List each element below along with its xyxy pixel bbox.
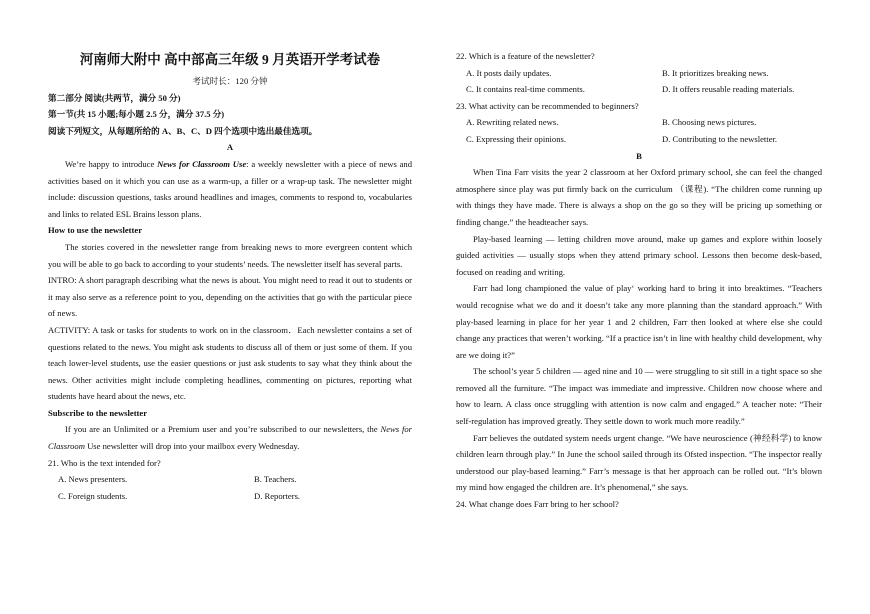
option-b: B. Choosing news pictures. (662, 117, 757, 128)
paragraph-text: : a weekly newsletter with a piece of news and activities based on it which you can use as a warm-up, a filler or a wrap-up task. The newsletter might include: discussion questions, tasks around headlines and images, comments to respond to, vocabularies and links to related ESL Brains lesson plans. (48, 158, 413, 219)
paragraph-text: If you are an Unlimited or a Premium user and you’re subscribed to our newsletters, the (65, 424, 381, 435)
paragraph (48, 156, 412, 222)
subheading-subscribe: Subscribe to the newsletter (48, 407, 148, 418)
paragraph-activity: ACTIVITY: A task or tasks for students to work on in the classroom．Each newsletter contains a set of questions related to the news. You might ask students to discuss all of them or just some of them. If you teach lower-level students, use the easier questions or just ask students to say what they think about the news. Other activities might include completing headlines, commenting on pictures, reporting what students have heard about the news, etc. (48, 324, 412, 402)
paragraph-text: Use newsletter will drop into your mailbox every Wednesday. (84, 441, 300, 452)
options-22 (456, 65, 822, 98)
paragraph: The stories covered in the newsletter range from breaking news to more evergreen content which you will be able to go back to according to your students’ needs. The newsletter itself has several parts. (48, 241, 412, 269)
exam-time: 考试时长：120 分钟 (192, 76, 268, 86)
subheading-use: How to use the newsletter (48, 225, 143, 236)
options-21 (48, 471, 412, 504)
passage-b-label: B (636, 150, 642, 161)
paragraph: Farr believes the outdated system needs urgent change. “We have neuroscience (神经科学) to know children learn through play.” In June the school sailed through its Ofsted inspection. “The inspector really understood our play-based learning.” Farr’s message is that her approach can be rolled out. “It’s blown my mind how engaged the children are. It’s phenomenal,” she says. (456, 432, 822, 493)
instruction: 阅读下列短文，从每题所给的 A、B、C、D 四个选项中选出最佳选项。 (48, 125, 318, 136)
option-d: D. It offers reusable reading materials. (662, 84, 795, 95)
option-b: B. It prioritizes breaking news. (662, 67, 769, 78)
exam-title: 河南师大附中 高中部高三年级 9 月英语开学考试卷 (79, 52, 381, 67)
option-c: C. It contains real-time comments. (466, 84, 585, 95)
paragraph: Farr had long championed the value of play‘ working hard to bring it into breaktimes. “Teachers would recognise what we do and it doesn’t take any more planning than the standard approach.” With play-based learning in place for her year 1 and 2 children, Farr then looked at where else she could change any practices that weren’t working. “If a practice isn’t in line with healthy child development, why are we doing it?” (456, 283, 822, 360)
left-column (48, 0, 412, 504)
option-b: B. Teachers. (254, 474, 297, 485)
passage-a-label: A (226, 142, 234, 153)
paragraph-intro: INTRO: A short paragraph describing what the news is about. You might need to read it out to students or it may also serve as a reference point to you, depending on the activities that go with the particular piece of news. (48, 275, 412, 319)
paragraph (48, 421, 412, 454)
question-23: 23. What activity can be recommended to beginners? (456, 100, 639, 111)
options-23 (456, 114, 822, 147)
option-a: A. News presenters. (58, 474, 128, 485)
option-c: C. Foreign students. (58, 490, 128, 501)
paragraph: The school’s year 5 children — aged nine and 10 — were struggling to sit still in a tight space so she removed all the furniture. “The impact was immediate and impressive. Children now choose where and how to learn. A class once struggling with attention is now calm and engaged.” A teacher note: “Their self-regulation has improved greatly. They settle down to work much more readily.” (456, 366, 822, 427)
option-d: D. Contributing to the newsletter. (662, 133, 778, 144)
option-d: D. Reporters. (254, 490, 301, 501)
option-c: C. Expressing their opinions. (466, 133, 567, 144)
newsletter-name: News for Classroom (48, 424, 412, 452)
question-22: 22. Which is a feature of the newsletter? (456, 51, 595, 61)
paragraph: Play-based learning — letting children move around, make up games and explore within loosely guided activities — usually stops when they attend primary school. Lessons then become desk-based, focused on reading and writing. (456, 233, 822, 277)
right-column (456, 48, 822, 513)
part-heading: 第二部分 阅读(共两节，满分 50 分) (48, 92, 181, 103)
question-21: 21. Who is the text intended for? (48, 457, 161, 468)
option-a: A. Rewriting related news. (466, 117, 559, 128)
paragraph-text: We’re happy to introduce (65, 158, 158, 169)
paragraph: When Tina Farr visits the year 2 classroom at her Oxford primary school, she can feel the changed atmosphere since play was put firmly back on the curriculum （课程). “The children come running up with things they have made. There is always a shop on the go so they will be pricing up something or finding change.” the headteacher says. (456, 167, 822, 227)
newsletter-name: News for Classroom Use (157, 158, 247, 169)
question-24: 24. What change does Farr bring to her school? (456, 499, 619, 510)
option-a: A. It posts daily updates. (466, 67, 552, 78)
section-heading: 第一节(共 15 小题;每小题 2.5 分，满分 37.5 分) (48, 109, 225, 120)
